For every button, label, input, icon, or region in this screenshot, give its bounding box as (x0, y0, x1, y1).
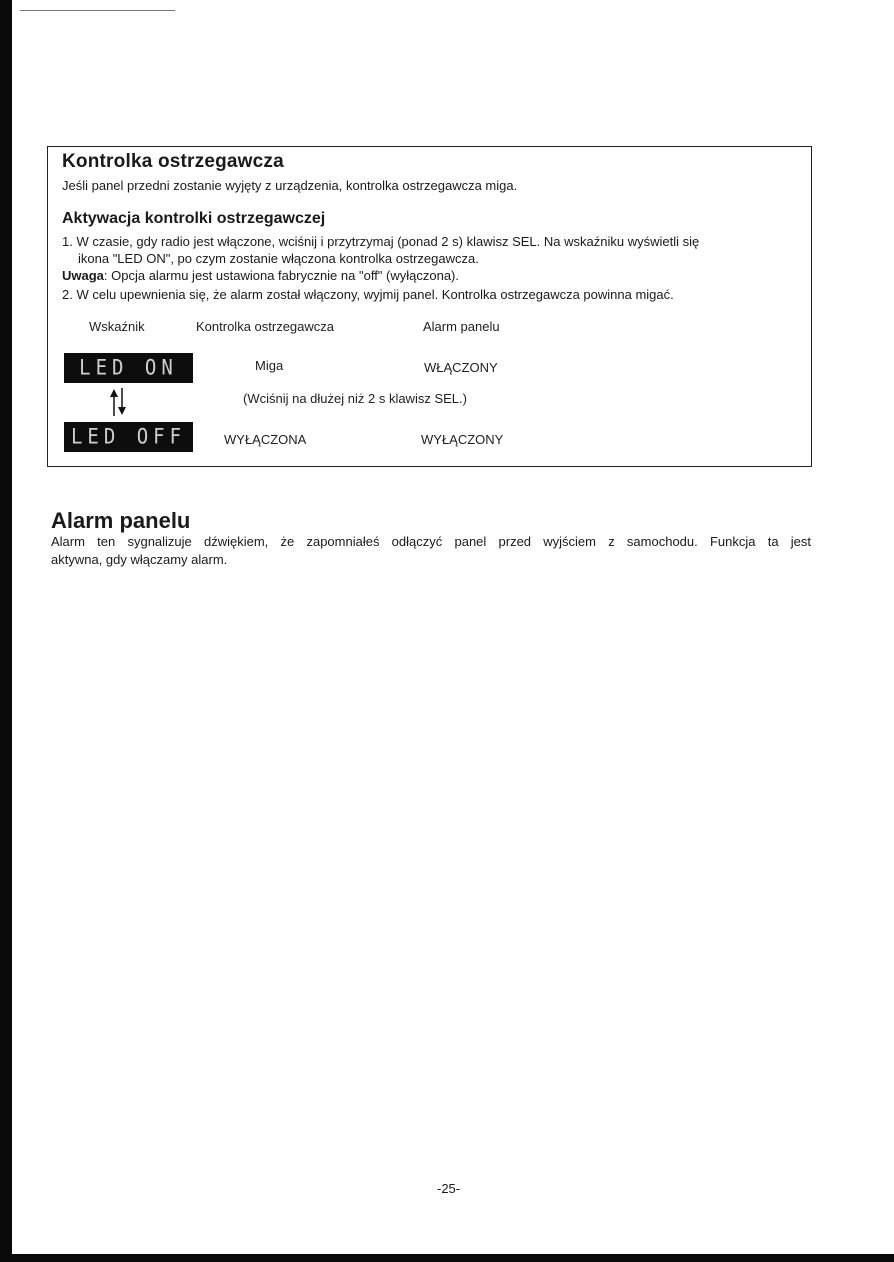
note-label: Uwaga (62, 268, 104, 283)
lcd-display-on (64, 353, 193, 383)
step1-line1: 1. W czasie, gdy radio jest włączone, wciśnij i przytrzymaj (ponad 2 s) klawisz SEL. Na wskaźniku wyświetli się (62, 234, 700, 249)
lcd-text-off: LED OFF (70, 424, 187, 450)
warning-intro: Jeśli panel przedni zostanie wyjęty z urządzenia, kontrolka ostrzegawcza miga. (62, 178, 518, 193)
alarm-text-line2: aktywna, gdy włączamy alarm. (51, 552, 228, 567)
activation-subheading: Aktywacja kontrolki ostrzegawczej (62, 210, 326, 227)
warning-heading: Kontrolka ostrzegawcza (62, 151, 284, 172)
alarm-paragraph (51, 533, 811, 569)
lamp-state-on: Miga (255, 358, 284, 373)
toggle-note: (Wciśnij na dłużej niż 2 s klawisz SEL.) (243, 391, 467, 406)
top-rule (20, 10, 175, 11)
toggle-arrows-icon (108, 387, 128, 417)
step1-line2: ikona "LED ON", po czym zostanie włączona kontrolka ostrzegawcza. (78, 251, 479, 266)
col-header-lamp: Kontrolka ostrzegawcza (196, 319, 335, 334)
warning-lamp-box (47, 146, 812, 467)
note-text: : Opcja alarmu jest ustawiona fabrycznie na "off" (wyłączona). (103, 268, 460, 283)
page-edge-bar (0, 0, 12, 1262)
step2-line: 2. W celu upewnienia się, że alarm został włączony, wyjmij panel. Kontrolka ostrzegawcza powinna migać. (62, 287, 674, 302)
alarm-state-on: WŁĄCZONY (424, 360, 498, 375)
alarm-heading: Alarm panelu (51, 508, 191, 533)
alarm-state-off: WYŁĄCZONY (421, 432, 504, 447)
alarm-text-line1: Alarm ten sygnalizuje dźwiękiem, że zapomniałeś odłączyć panel przed wyjściem z samochodu. Funkcja ta jest (51, 534, 811, 549)
page-number: -25- (437, 1181, 461, 1196)
lamp-state-off: WYŁĄCZONA (224, 432, 307, 447)
lcd-text-on: LED ON (79, 355, 178, 381)
note-line (62, 268, 459, 283)
col-header-indicator: Wskaźnik (89, 319, 145, 334)
page-bottom-bar (0, 1254, 894, 1262)
col-header-alarm: Alarm panelu (423, 319, 500, 334)
lcd-display-off (64, 422, 193, 452)
